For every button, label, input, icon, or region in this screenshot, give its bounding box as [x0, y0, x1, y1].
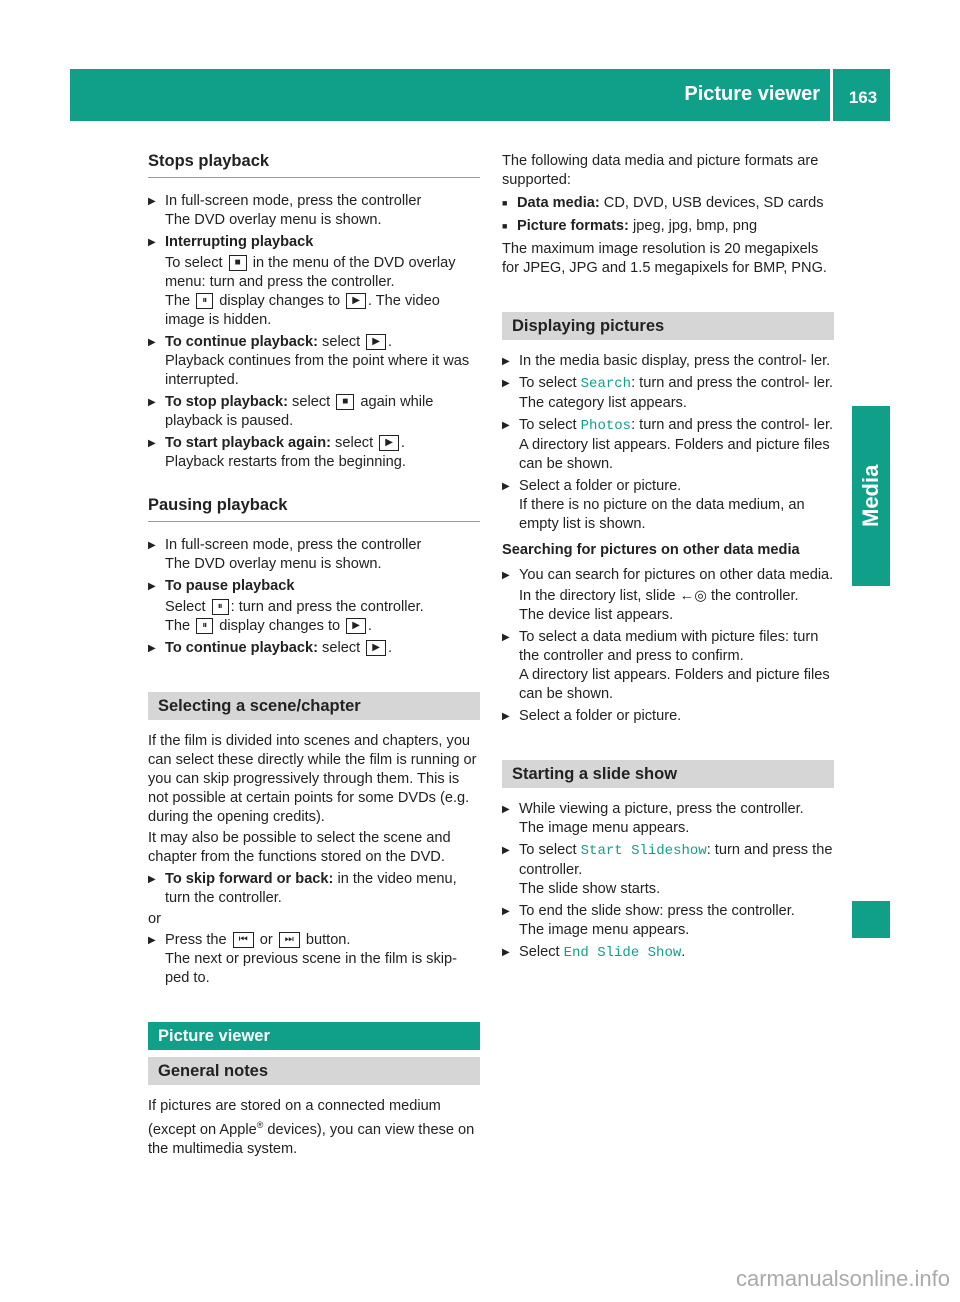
- step-result: A directory list appears. Folders and picture files can be shown.: [519, 667, 830, 702]
- step-detail: The ⏸ display changes to ▶ . The video image is hidden.: [165, 293, 440, 328]
- section-title-scene: Selecting a scene/chapter: [148, 692, 480, 720]
- list-item: ■ Picture formats: jpeg, jpg, bmp, png: [502, 217, 834, 236]
- step: ▶ While viewing a picture, press the controller.: [502, 800, 834, 819]
- play-icon: ▶: [366, 334, 386, 350]
- menu-item-search: Search: [580, 376, 632, 392]
- step: ▶ In full-screen mode, press the controller: [148, 536, 480, 555]
- paragraph: It may also be possible to select the scene and chapter from the functions stored on the DVD.: [148, 830, 451, 865]
- step: ▶ Select a folder or picture.: [502, 707, 834, 726]
- left-column: [148, 152, 480, 1159]
- step: ▶ Select End Slide Show.: [502, 943, 834, 963]
- watermark: carmanualsonline.info: [735, 1266, 950, 1291]
- step: ▶ To stop playback: select ■ again while playback is paused.: [148, 393, 480, 431]
- step-result: The category list appears.: [519, 395, 687, 411]
- step-result: The device list appears.: [519, 607, 674, 623]
- stop-icon: ■: [336, 394, 354, 410]
- step-result: If there is no picture on the data medium, an empty list is shown.: [519, 497, 805, 532]
- step: ▶ To select Photos: turn and press the control- ler.: [502, 416, 834, 436]
- step-detail: The ⏸ display changes to ▶ .: [165, 618, 372, 634]
- play-icon: ▶: [366, 640, 386, 656]
- step-detail: In the directory list, slide ←◎ the controller.: [519, 588, 799, 604]
- step: ▶ To start playback again: select ▶ .: [148, 434, 480, 453]
- step: ▶ In the media basic display, press the control- ler.: [502, 352, 834, 371]
- step: ▶ Press the ⏮ or ⏭ button.: [148, 931, 480, 950]
- step-result: The slide show starts.: [519, 881, 661, 897]
- side-marker: [852, 901, 890, 938]
- subheading: Searching for pictures on other data media: [502, 542, 800, 558]
- step: ▶ To continue playback: select ▶ .: [148, 333, 480, 352]
- slide-left-icon: ←◎: [679, 588, 707, 604]
- step: ▶ To select Start Slideshow: turn and press the controller.: [502, 841, 834, 880]
- play-icon: ▶: [379, 435, 399, 451]
- menu-item-end-slide-show: End Slide Show: [563, 945, 682, 961]
- right-column: [502, 152, 834, 963]
- pause-icon: ⏸: [196, 618, 213, 634]
- section-title-general-notes: General notes: [148, 1057, 480, 1085]
- page-header: [70, 69, 890, 121]
- skip-back-icon: ⏮: [233, 932, 254, 948]
- paragraph: The maximum image resolution is 20 megapixels for JPEG, JPG and 1.5 megapixels for BMP, PNG.: [502, 241, 827, 276]
- step-result: The next or previous scene in the film is skip- ped to.: [165, 951, 457, 986]
- section-title-displaying: Displaying pictures: [502, 312, 834, 340]
- paragraph: The following data media and picture formats are supported:: [502, 153, 819, 188]
- step-result: The image menu appears.: [519, 922, 690, 938]
- section-title-picture-viewer: Picture viewer: [148, 1022, 480, 1050]
- step-result: The DVD overlay menu is shown.: [165, 556, 382, 572]
- page-number: 163: [848, 88, 878, 107]
- registered-mark: ®: [256, 1120, 264, 1130]
- step-detail: Select ⏸ : turn and press the controller.: [165, 599, 424, 615]
- play-icon: ▶: [346, 618, 366, 634]
- step: ▶ To select a data medium with picture files: turn the controller and press to confirm.: [502, 628, 834, 666]
- step: ▶ Interrupting playback: [148, 233, 480, 252]
- header-title: Picture viewer: [684, 83, 820, 105]
- step-result: Playback restarts from the beginning.: [165, 454, 406, 470]
- step-result: A directory list appears. Folders and picture files can be shown.: [519, 437, 830, 472]
- paragraph: If pictures are stored on a connected medium (except on Apple® devices), you can view these on the multimedia system.: [148, 1098, 475, 1157]
- side-tab-label: Media: [858, 464, 883, 528]
- step: ▶ In full-screen mode, press the controller: [148, 192, 480, 211]
- step-result: Playback continues from the point where it was interrupted.: [165, 353, 470, 388]
- or-text: or: [148, 911, 161, 927]
- section-title-stops: Stops playback: [148, 152, 480, 178]
- pause-icon: ⏸: [212, 599, 229, 615]
- section-title-pausing: Pausing playback: [148, 496, 480, 522]
- menu-item-photos: Photos: [580, 418, 632, 434]
- step: ▶ To end the slide show: press the controller.: [502, 902, 834, 921]
- list-item: ■ Data media: CD, DVD, USB devices, SD cards: [502, 194, 834, 213]
- play-icon: ▶: [346, 293, 366, 309]
- skip-forward-icon: ⏭: [279, 932, 300, 948]
- menu-item-start-slideshow: Start Slideshow: [580, 843, 707, 859]
- side-tab: [852, 406, 890, 586]
- paragraph: If the film is divided into scenes and chapters, you can select these directly while the film is running or you can skip progressively through them. This is not possible at certain points for some DVDs (e.g. during the opening credits).: [148, 733, 477, 825]
- step: ▶ To pause playback: [148, 577, 480, 596]
- pause-icon: ⏸: [196, 293, 213, 309]
- step: ▶ Select a folder or picture.: [502, 477, 834, 496]
- header-separator: [830, 69, 833, 121]
- stop-icon: ■: [229, 255, 247, 271]
- step-result: The image menu appears.: [519, 820, 690, 836]
- step-detail: To select ■ in the menu of the DVD overlay menu: turn and press the controller.: [165, 255, 456, 290]
- step: ▶ You can search for pictures on other data media.: [502, 566, 834, 585]
- step: ▶ To skip forward or back: in the video menu, turn the controller.: [148, 870, 480, 908]
- step-result: The DVD overlay menu is shown.: [165, 212, 382, 228]
- section-title-slideshow: Starting a slide show: [502, 760, 834, 788]
- step: ▶ To continue playback: select ▶ .: [148, 639, 480, 658]
- step: ▶ To select Search: turn and press the control- ler.: [502, 374, 834, 394]
